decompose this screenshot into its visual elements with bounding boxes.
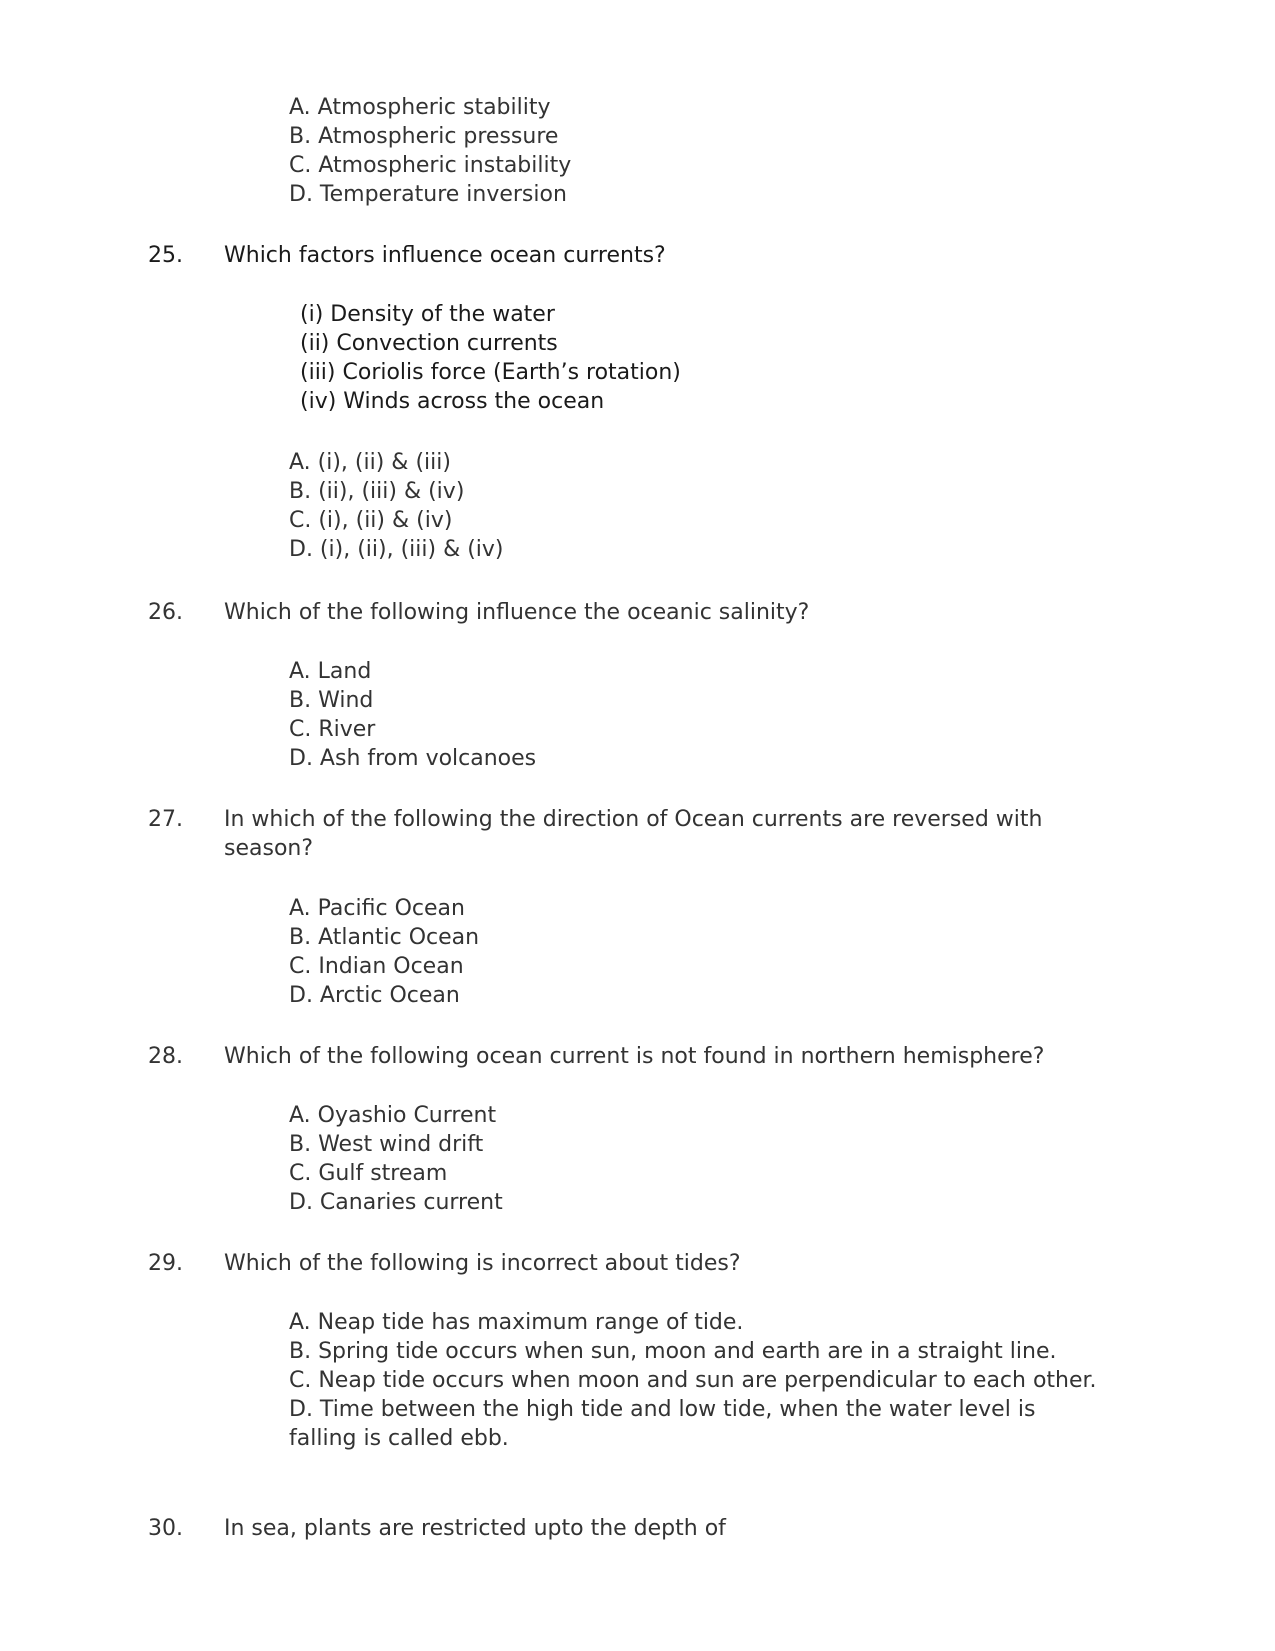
q28-option-c: C. Gulf stream [289, 1161, 448, 1186]
q24-options [289, 93, 571, 209]
q27-options [289, 894, 479, 1010]
q24-option-b: B. Atmospheric pressure [289, 124, 559, 149]
q25-number: 25. [148, 243, 183, 268]
q26-option-c: C. River [289, 717, 376, 742]
q27-number: 27. [148, 807, 183, 832]
q24-option-c: C. Atmospheric instability [289, 153, 572, 178]
q25-text: Which factors influence ocean currents? [224, 243, 666, 268]
q29-option-b: B. Spring tide occurs when sun, moon and earth are in a straight line. [289, 1339, 1057, 1364]
q30-text: In sea, plants are restricted upto the depth of [224, 1516, 726, 1541]
q29-option-c: C. Neap tide occurs when moon and sun are perpendicular to each other. [289, 1368, 1097, 1393]
q28-option-b: B. West wind drift [289, 1132, 484, 1157]
q27-option-d: D. Arctic Ocean [289, 983, 460, 1008]
q30-number: 30. [148, 1516, 183, 1541]
q25-options [289, 448, 504, 564]
q27-option-a: A. Pacific Ocean [289, 896, 465, 921]
q26-option-d: D. Ash from volcanoes [289, 746, 537, 771]
q25-option-b: B. (ii), (iii) & (iv) [289, 479, 465, 504]
q28-number: 28. [148, 1044, 183, 1069]
q25-statement-iii: (iii) Coriolis force (Earth’s rotation) [300, 360, 681, 385]
q26-option-a: A. Land [289, 659, 372, 684]
q25-option-c: C. (i), (ii) & (iv) [289, 508, 453, 533]
q27-text: In which of the following the direction of Ocean currents are reversed with season? [224, 807, 1043, 861]
q25-statement-iv: (iv) Winds across the ocean [300, 389, 605, 414]
q24-option-d: D. Temperature inversion [289, 182, 567, 207]
q25-statement-ii: (ii) Convection currents [300, 331, 558, 356]
q28-options [289, 1101, 503, 1217]
q26-text: Which of the following influence the oceanic salinity? [224, 600, 810, 625]
q29-option-a: A. Neap tide has maximum range of tide. [289, 1310, 744, 1335]
q27-option-b: B. Atlantic Ocean [289, 925, 480, 950]
q25-option-a: A. (i), (ii) & (iii) [289, 450, 451, 475]
q28-option-d: D. Canaries current [289, 1190, 503, 1215]
q27-option-c: C. Indian Ocean [289, 954, 464, 979]
q25-option-d: D. (i), (ii), (iii) & (iv) [289, 537, 504, 562]
q29-text: Which of the following is incorrect about tides? [224, 1251, 741, 1276]
q26-number: 26. [148, 600, 183, 625]
q26-options [289, 657, 536, 773]
q29-options [289, 1308, 1109, 1453]
q25-statement-i: (i) Density of the water [300, 302, 555, 327]
q29-option-d: D. Time between the high tide and low tide, when the water level is falling is called ebb. [289, 1397, 1036, 1451]
q29-number: 29. [148, 1251, 183, 1276]
q26-option-b: B. Wind [289, 688, 374, 713]
q25-statements [300, 300, 681, 416]
q24-option-a: A. Atmospheric stability [289, 95, 551, 120]
q28-option-a: A. Oyashio Current [289, 1103, 497, 1128]
q28-text: Which of the following ocean current is not found in northern hemisphere? [224, 1044, 1045, 1069]
